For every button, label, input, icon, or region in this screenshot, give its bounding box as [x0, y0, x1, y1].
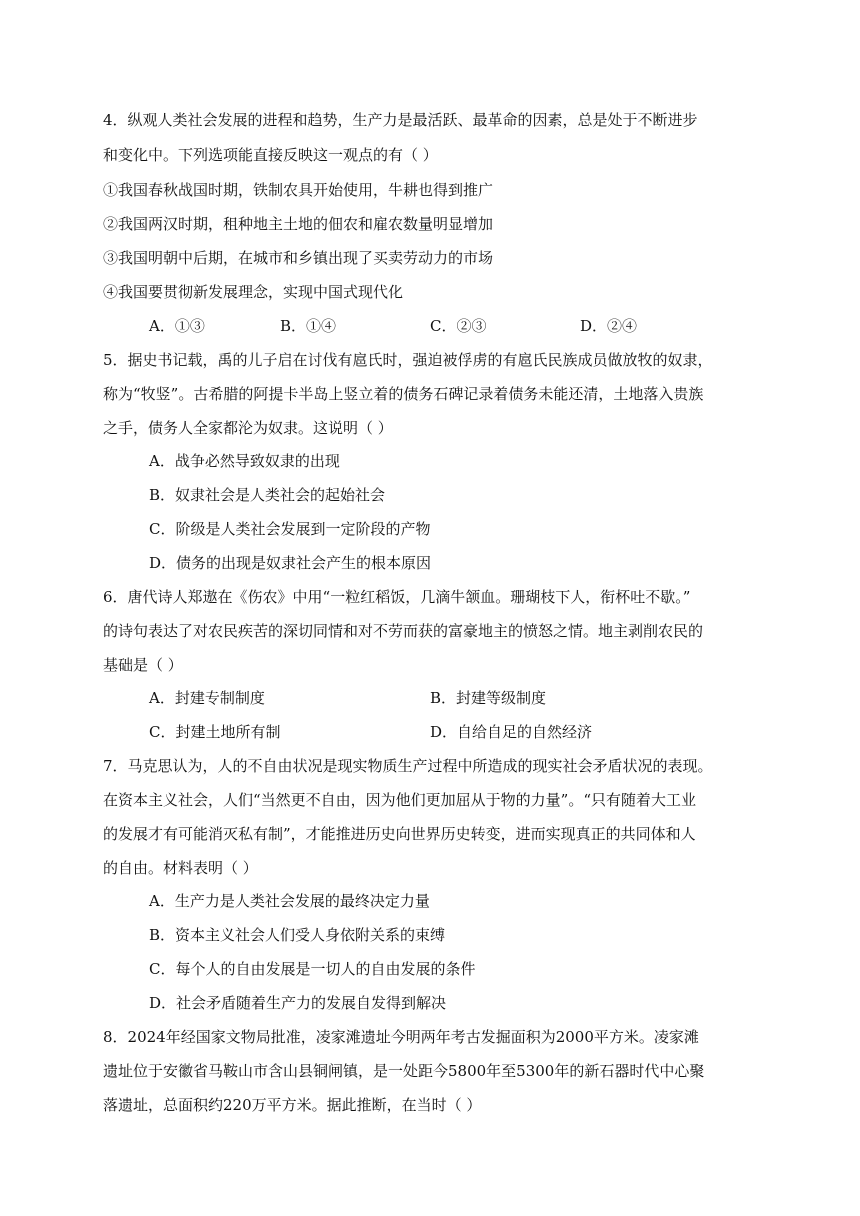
question-4-stem-line-2: 和变化中。下列选项能直接反映这一观点的有（ ） — [103, 146, 438, 164]
question-7-option-c: C．每个人的自由发展是一切人的自由发展的条件 — [149, 960, 476, 978]
question-7-stem-line-1: 7．马克思认为，人的不自由状况是现实物质生产过程中所造成的现实社会矛盾状况的表现。 — [103, 757, 713, 775]
question-4-item-3: ③我国明朝中后期，在城市和乡镇出现了买卖劳动力的市场 — [103, 249, 494, 267]
question-4-item-4: ④我国要贯彻新发展理念，实现中国式现代化 — [103, 283, 404, 301]
question-5-stem-line-2: 称为“牧竖”。古希腊的阿提卡半岛上竖立着的债务石碑记录着债务未能还清，土地落入贵族 — [103, 385, 704, 403]
question-8-stem-line-2: 遗址位于安徽省马鞍山市含山县铜闸镇，是一处距今5800年至5300年的新石器时代中心聚 — [103, 1062, 705, 1080]
question-4-item-2: ②我国两汉时期，租种地主土地的佃农和雇农数量明显增加 — [103, 215, 494, 233]
question-4-item-1: ①我国春秋战国时期，铁制农具开始使用，牛耕也得到推广 — [103, 181, 494, 199]
question-8-stem-line-3: 落遗址，总面积约220万平方米。据此推断，在当时（ ） — [103, 1096, 482, 1114]
question-4-option-b: B．①④ — [280, 317, 337, 335]
question-4-option-c: C．②③ — [430, 317, 487, 335]
question-7-stem-line-3: 的发展才有可能消灭私有制”，才能推进历史向世界历史转变，进而实现真正的共同体和人 — [103, 825, 696, 843]
question-4-option-a: A．①③ — [149, 317, 205, 335]
question-7-option-d: D．社会矛盾随着生产力的发展自发得到解决 — [149, 994, 447, 1012]
question-5-option-a: A．战争必然导致奴隶的出现 — [149, 452, 340, 470]
question-7-stem-line-4: 的自由。材料表明（ ） — [103, 859, 258, 877]
question-6-option-c: C．封建土地所有制 — [149, 723, 281, 741]
question-6-stem-line-2: 的诗句表达了对农民疾苦的深切同情和对不劳而获的富豪地主的愤怒之情。地主剥削农民的 — [103, 622, 704, 640]
question-5-option-d: D．债务的出现是奴隶社会产生的根本原因 — [149, 554, 432, 572]
question-6-stem-line-1: 6．唐代诗人郑遨在《伤农》中用“一粒红稻饭，几滴牛颔血。珊瑚枝下人，衔杯吐不歇。” — [103, 588, 691, 606]
question-4-stem-line-1: 4．纵观人类社会发展的进程和趋势，生产力是最活跃、最革命的因素，总是处于不断进步 — [103, 111, 698, 129]
question-7-stem-line-2: 在资本主义社会，人们“当然更不自由，因为他们更加屈从于物的力量”。“只有随着大工业 — [103, 791, 697, 809]
question-5-option-b: B．奴隶社会是人类社会的起始社会 — [149, 486, 386, 504]
question-6-option-a: A．封建专制制度 — [149, 689, 265, 707]
question-5-option-c: C．阶级是人类社会发展到一定阶段的产物 — [149, 520, 431, 538]
question-6-stem-line-3: 基础是（ ） — [103, 656, 183, 674]
question-6-option-d: D．自给自足的自然经济 — [430, 723, 593, 741]
question-5-stem-line-3: 之手，债务人全家都沦为奴隶。这说明（ ） — [103, 419, 393, 437]
question-7-option-a: A．生产力是人类社会发展的最终决定力量 — [149, 892, 430, 910]
question-4-option-d: D．②④ — [580, 317, 638, 335]
question-8-stem-line-1: 8．2024年经国家文物局批准，凌家滩遗址今明两年考古发掘面积为2000平方米。凌家滩 — [103, 1028, 699, 1046]
question-5-stem-line-1: 5．据史书记载，禹的儿子启在讨伐有扈氏时，强迫被俘虏的有扈氏民族成员做放牧的奴隶， — [103, 351, 713, 369]
question-7-option-b: B．资本主义社会人们受人身依附关系的束缚 — [149, 926, 446, 944]
question-6-option-b: B．封建等级制度 — [430, 689, 547, 707]
